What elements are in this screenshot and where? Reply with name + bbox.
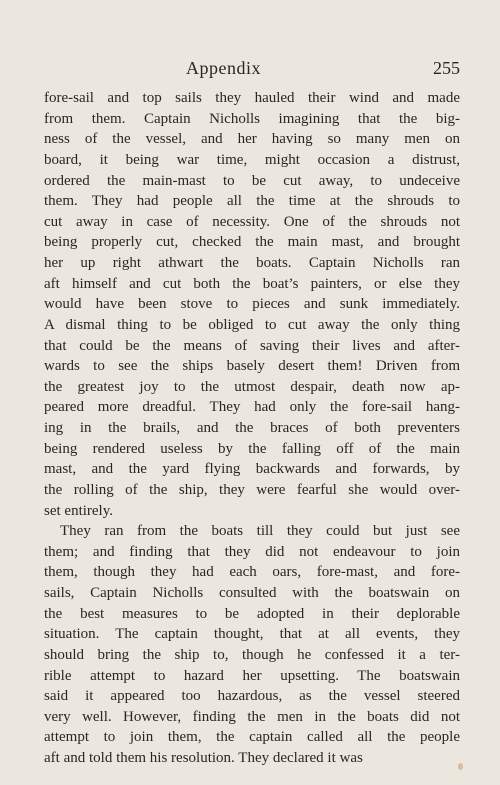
text-line: said it appeared too hazardous, as the vessel steered bbox=[44, 688, 460, 705]
running-title: Appendix bbox=[186, 58, 261, 78]
text-line: that could be the means of saving their lives and after- bbox=[44, 337, 460, 354]
body-text bbox=[44, 88, 460, 769]
text-line: should bring the ship to, though he confessed it a ter- bbox=[44, 646, 460, 663]
text-line: the best measures to be adopted in their deplorable bbox=[44, 605, 460, 622]
running-head bbox=[44, 58, 460, 84]
text-line: They ran from the boats till they could but just see bbox=[60, 523, 460, 540]
text-line: attempt to join them, the captain called all the people bbox=[44, 729, 460, 746]
text-line: her up right athwart the boats. Captain Nicholls ran bbox=[44, 255, 460, 271]
text-line: ness of the vessel, and her having so many men on bbox=[44, 131, 460, 148]
text-line: would have been stove to pieces and sunk immediately. bbox=[44, 296, 460, 313]
text-line: aft and told them his resolution. They declared it was bbox=[44, 750, 363, 766]
text-line: from them. Captain Nicholls imagining that the big- bbox=[44, 110, 460, 127]
text-line: mast, and the yard flying backwards and forwards, by bbox=[44, 461, 460, 478]
text-line: situation. The captain thought, that at all events, they bbox=[44, 626, 460, 643]
text-line: ing in the brails, and the braces of both preventers bbox=[44, 420, 460, 436]
text-line: set entirely. bbox=[44, 502, 114, 519]
text-line: wards to see the ships basely desert them! Driven from bbox=[44, 358, 460, 375]
text-line: ordered the main-mast to be cut away, to undeceive bbox=[44, 172, 460, 189]
page-number: 255 bbox=[433, 58, 460, 78]
text-line: being properly cut, checked the main mast, and brought bbox=[44, 234, 460, 251]
text-line: A dismal thing to be obliged to cut away the only thing bbox=[44, 316, 460, 333]
text-line: the rolling of the ship, they were fearful she would over- bbox=[44, 481, 460, 498]
text-line: the greatest joy to the utmost despair, death now ap- bbox=[44, 378, 460, 395]
text-line: fore-sail and top sails they hauled their wind and made bbox=[44, 90, 460, 106]
paper-speck bbox=[458, 763, 463, 770]
text-line: very well. However, finding the men in the boats did not bbox=[44, 708, 460, 725]
text-line: them, though they had each oars, fore-mast, and fore- bbox=[44, 564, 460, 581]
text-line: sails, Captain Nicholls consulted with the boatswain on bbox=[44, 585, 460, 601]
text-line: them; and finding that they did not endeavour to join bbox=[44, 543, 460, 560]
text-line: them. They had people all the time at the shrouds to bbox=[44, 193, 460, 210]
text-line: aft himself and cut both the boat’s painters, or else they bbox=[44, 275, 460, 292]
text-line: being rendered useless by the falling off of the main bbox=[44, 440, 460, 457]
text-line: board, it being war time, might occasion a distrust, bbox=[44, 151, 460, 168]
text-line: cut away in case of necessity. One of the shrouds not bbox=[44, 213, 460, 230]
text-line: peared more dreadful. They had only the fore-sail hang- bbox=[44, 399, 460, 416]
text-line: rible attempt to hazard her upsetting. The boatswain bbox=[44, 667, 460, 684]
